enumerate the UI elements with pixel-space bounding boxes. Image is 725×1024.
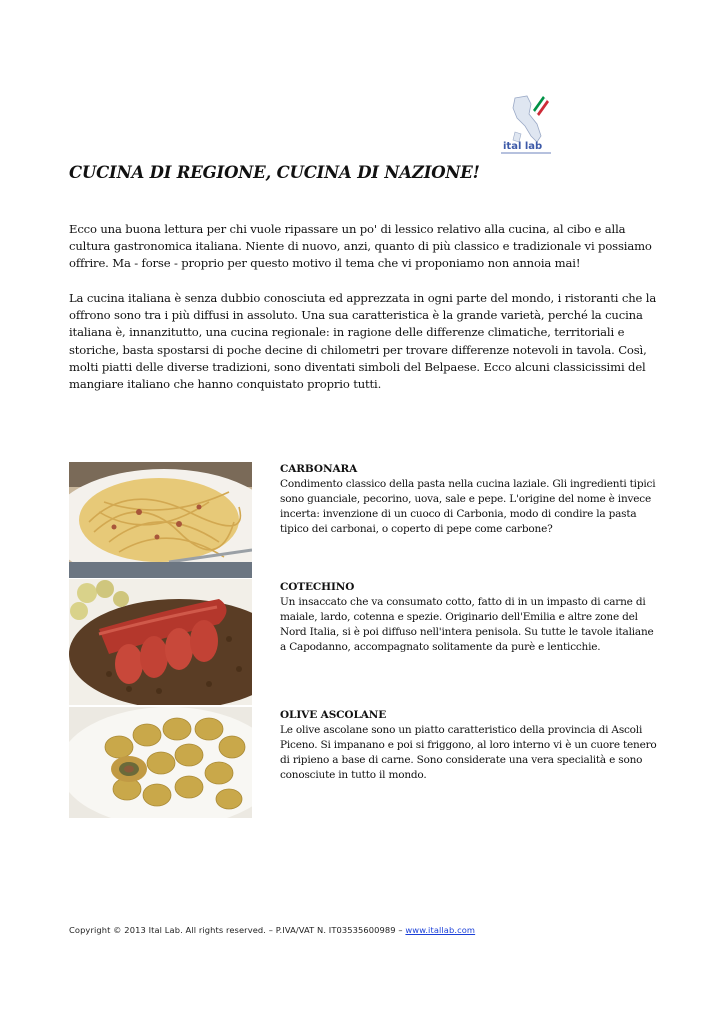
intro-paragraph-2: La cucina italiana è senza dubbio conosciuta ed apprezzata in ogni parte del mondo, i ristoranti che la offrono sono tra i più diffusi in assoluto. Una sua caratteristica è la grande varietà, perché la cucina italiana è, innanzitutto, una cucina regionale: in ragione delle differenze climatiche, territoriali e storiche, basta spostarsi di poche decine di chilometri per trovare differenze notevoli in tavola. Così, molti piatti delle diverse tradizioni, sono diventati simboli del Belpaese. Ecco alcuni classicissimi del mangiare italiano che hanno conquistato proprio tutti.	[69, 291, 657, 392]
dish-description: Condimento classico della pasta nella cucina laziale. Gli ingredienti tipici sono guanciale, pecorino, uova, sale e pepe. L'origine del nome è invece incerta: invenzione di un cuoco di Carbonia, modo di condire la pasta tipico dei carbonai, o coperto di pepe come carbone?	[280, 477, 656, 536]
copyright-text: Copyright © 2013 Ital Lab. All rights reserved. – P.IVA/VAT N. IT03535600989 –	[69, 925, 406, 935]
dish-cotechino	[280, 580, 660, 656]
dish-carbonara	[280, 462, 660, 538]
intro-paragraph-1: Ecco una buona lettura per chi vuole ripassare un po' di lessico relativo alla cucina, al cibo e alla cultura gastronomica italiana. Niente di nuovo, anzi, quanto di più classico e tradizionale vi possiamo offrire. Ma - forse - proprio per questo motivo il tema che vi proponiamo non annoia mai!	[69, 222, 652, 271]
logo-wordmark: ital lab	[503, 141, 543, 152]
footer	[69, 925, 475, 935]
website-link[interactable]: www.itallab.com	[405, 925, 476, 935]
ital-lab-logo	[497, 92, 555, 158]
dish-olive-ascolane	[280, 708, 660, 784]
cotechino-photo	[69, 579, 252, 705]
olive-ascolane-photo	[69, 707, 252, 818]
dish-name: OLIVE ASCOLANE	[280, 709, 387, 721]
dish-description: Un insaccato che va consumato cotto, fatto di in un impasto di carne di maiale, lardo, cotenna e spezie. Originario dell'Emilia e altre zone del Nord Italia, si è poi diffuso nell'intera penisola. Su tutte le tavole italiane a Capodanno, accompagnato solitamente da purè e lenticchie.	[280, 595, 654, 654]
dish-description: Le olive ascolane sono un piatto caratteristico della provincia di Ascoli Piceno. Si impanano e poi si friggono, al loro interno vi è un cuore tenero di ripieno a base di carne. Sono considerate una vera specialità e sono conosciute in tutto il mondo.	[280, 723, 657, 782]
dish-name: COTECHINO	[280, 581, 355, 593]
dish-name: CARBONARA	[280, 463, 358, 475]
page-title: CUCINA DI REGIONE, CUCINA DI NAZIONE!	[69, 163, 480, 182]
carbonara-photo	[69, 462, 252, 578]
